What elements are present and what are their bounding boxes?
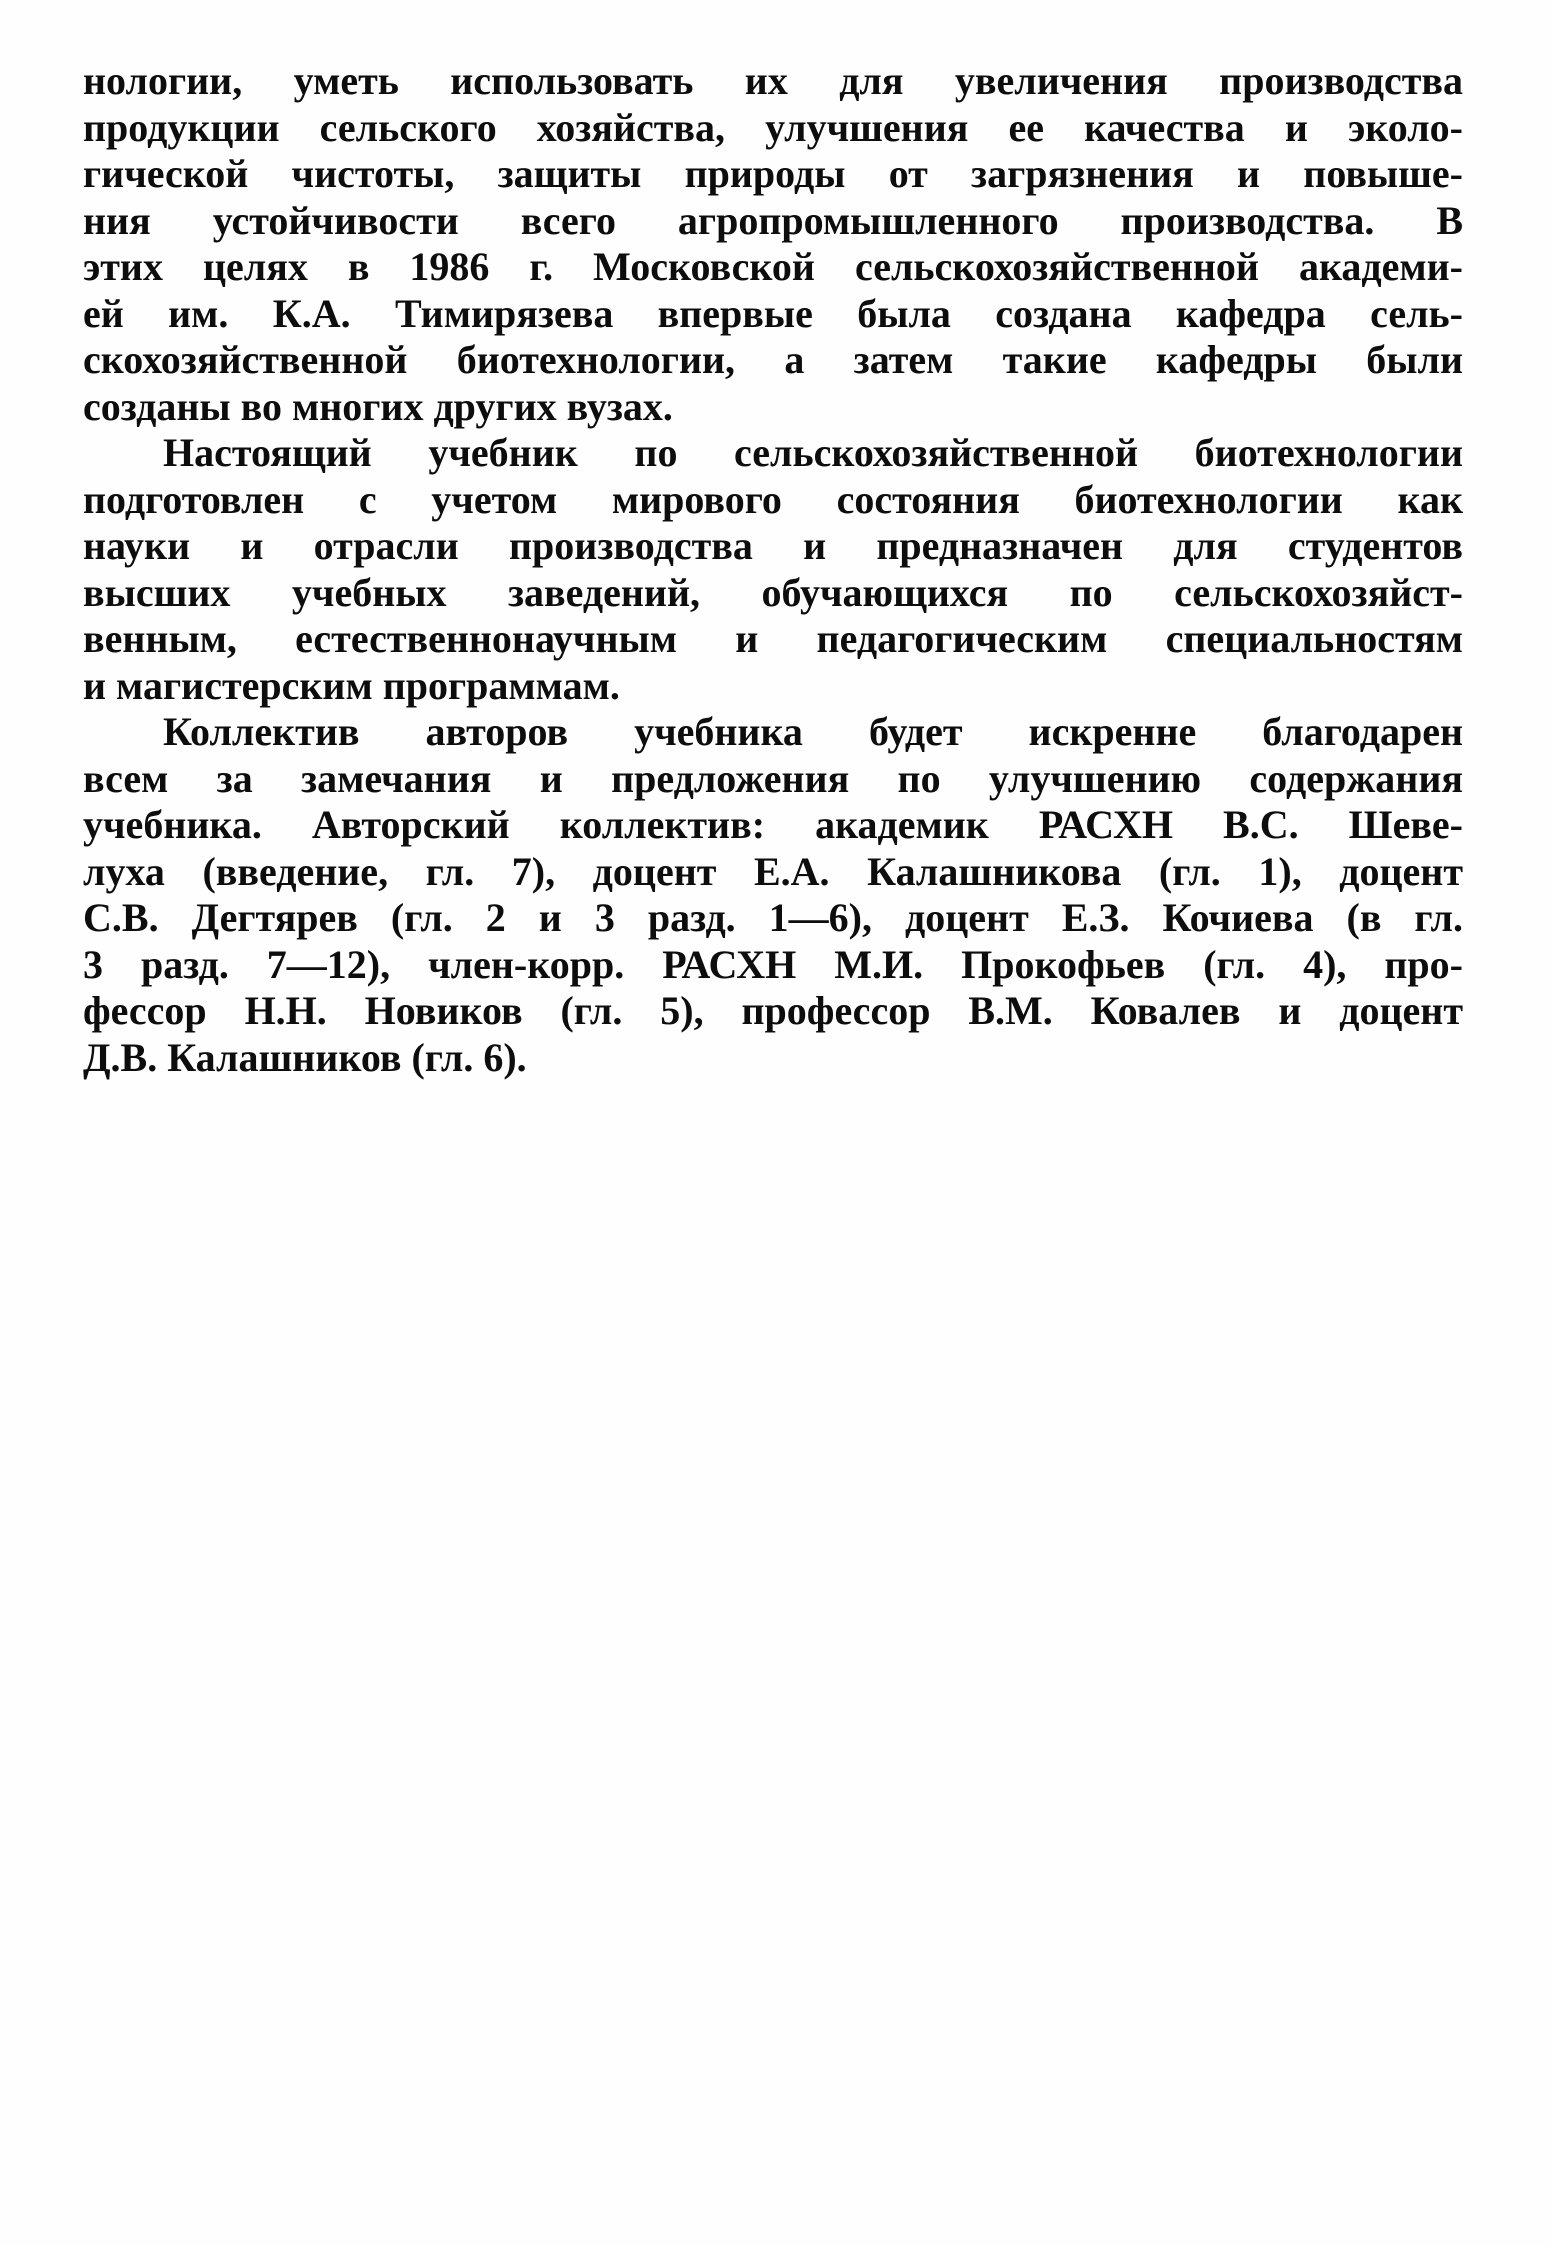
text-line: луха (введение, гл. 7), доцент Е.А. Калашникова (гл. 1), доцент (83, 848, 1463, 894)
text-line: созданы во многих других вузах. (83, 383, 673, 429)
text-line: Д.В. Калашников (гл. 6). (83, 1034, 527, 1080)
text-line: ния устойчивости всего агропромышленного производства. В (83, 197, 1463, 243)
paragraph-continuation (83, 58, 1463, 430)
text-line: Настоящий учебник по сельскохозяйственной биотехнологии (163, 430, 1463, 475)
text-line: подготовлен с учетом мирового состояния биотехнологии как (83, 476, 1463, 522)
text-line: скохозяйственной биотехнологии, а затем такие кафедры были (83, 337, 1463, 382)
paragraph-authors (83, 709, 1463, 1081)
text-line: науки и отрасли производства и предназначен для студентов (83, 523, 1463, 568)
text-line: учебника. Авторский коллектив: академик РАСХН В.С. Шеве- (83, 802, 1463, 847)
text-line: высших учебных заведений, обучающихся по сельскохозяйст- (83, 569, 1463, 615)
text-line: 3 разд. 7—12), член-корр. РАСХН М.И. Прокофьев (гл. 4), про- (83, 941, 1463, 987)
text-line: этих целях в 1986 г. Московской сельскохозяйственной академи- (83, 244, 1463, 289)
text-line: С.В. Дегтярев (гл. 2 и 3 разд. 1—6), доцент Е.З. Кочиева (в гл. (83, 895, 1463, 940)
page-text-block (83, 58, 1463, 1081)
text-line: венным, естественнонаучным и педагогическим специальностям (83, 616, 1463, 661)
text-line: нологии, уметь использовать их для увеличения производства (83, 58, 1463, 103)
text-line: всем за замечания и предложения по улучшению содержания (83, 755, 1463, 801)
text-line: и магистерским программам. (83, 662, 620, 708)
paragraph-about-textbook (83, 430, 1463, 709)
text-line: Коллектив авторов учебника будет искренне благодарен (163, 709, 1463, 754)
text-line: гической чистоты, защиты природы от загрязнения и повыше- (83, 151, 1463, 196)
text-line: фессор Н.Н. Новиков (гл. 5), профессор В.М. Ковалев и доцент (83, 988, 1463, 1033)
text-line: продукции сельского хозяйства, улучшения ее качества и эколо- (83, 104, 1463, 150)
text-line: ей им. К.А. Тимирязева впервые была создана кафедра сель- (83, 290, 1463, 336)
